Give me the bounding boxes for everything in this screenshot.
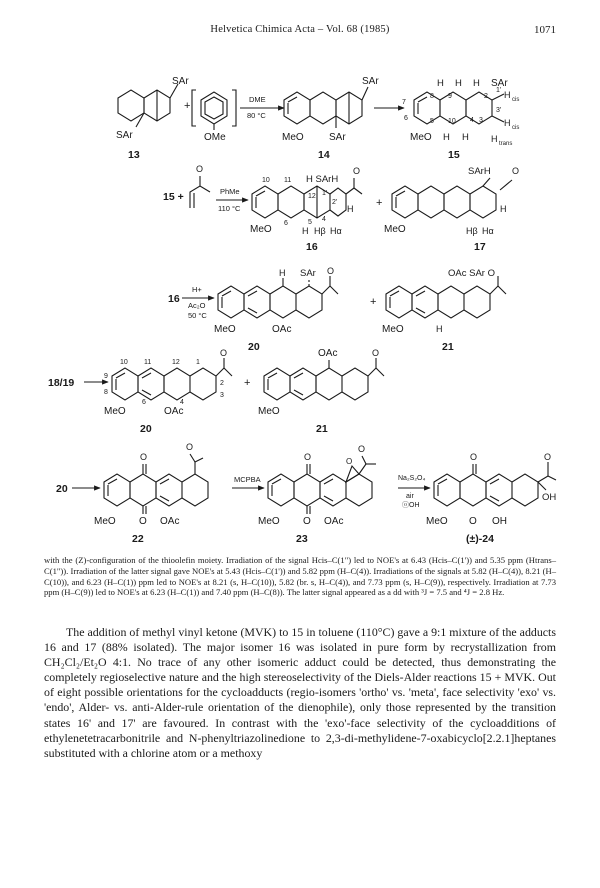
plus-sign: + [370, 296, 377, 308]
reagent-acid: H+ [192, 285, 202, 294]
o-label: O [327, 266, 335, 276]
figure-caption: with the (Z)-configuration of the thioolefin moiety. Irradiation of the signal Hcis–C(1") led to NOE's at 6.43 (Hcis–C(1')) and 5.35 ppm (Htrans–C(1")). Irradiation of the latter signal gave NOE's at 5.43 (Hcis–C(1')) and 5.82 ppm (H–C(4)). Irradiations of the signals at 5.82 (H–C(4)), 8.21 (H–C(10)), and 6.23 (H–C(1)) ppm led to NOE's at 8.21 (s, H–C(10)), 5.82 (br. s, H–C(4)), and 7.73 ppm (s, H–C(9)), respectively. Irradiation at 7.73 ppm (H–C(9)) led to NOE's at 6.23 (H–C(1)) and 7.40 ppm (H–C(8)). The latter signal appeared as a dd with ³J = 7.5 and ⁴J = 2.8 Hz. [44, 555, 556, 598]
sar-label: SAr [362, 76, 379, 87]
o-label: O [372, 348, 380, 358]
plus-sign: + [244, 377, 251, 389]
journal-title: Helvetica Chimica Acta – Vol. 68 (1985) [210, 24, 390, 35]
plus-sign: + [184, 100, 191, 112]
o-label: O [353, 166, 361, 176]
compound-label-20: 20 [140, 423, 152, 435]
running-header [44, 24, 556, 40]
locant-3p: 3' [496, 107, 502, 114]
sar-label: SAr [300, 268, 316, 279]
h-label: H [437, 78, 444, 89]
compound-label-23: 23 [296, 533, 308, 545]
o-label: O [303, 516, 311, 527]
compound-label-14: 14 [318, 149, 330, 161]
locant-2: 2 [484, 93, 488, 100]
reagent-ac2o: Ac₂O [188, 301, 206, 310]
o-label: O [186, 442, 194, 452]
meo-label: MeO [282, 132, 304, 143]
cis-subscript: cis [512, 125, 520, 131]
sar-label: SAr [329, 132, 346, 143]
body-text [44, 625, 556, 761]
locant-2p: 2' [332, 199, 338, 206]
meo-label: MeO [258, 406, 280, 417]
compound-21 [382, 268, 506, 353]
reagent-phme: PhMe [220, 187, 240, 196]
o-label: O [196, 164, 204, 174]
reagent-mcpba: MCPBA [234, 475, 261, 484]
compound-17 [384, 166, 519, 253]
oac-label: OAc [272, 324, 292, 335]
meo-label: MeO [104, 406, 126, 417]
compound-label-21: 21 [442, 341, 454, 353]
reagent-temp: 110 °C [218, 204, 241, 213]
compound-21-enol [258, 348, 384, 435]
o-label: O [470, 452, 478, 462]
o-label: O [512, 166, 520, 176]
meo-label: MeO [426, 516, 448, 527]
locant-6: 6 [284, 220, 288, 227]
o-label: O [544, 452, 552, 462]
o-label: O [140, 452, 148, 462]
locant-6: 6 [404, 115, 408, 122]
compound-15 [402, 78, 519, 161]
locant-12: 12 [308, 193, 316, 200]
h-label: H [473, 78, 480, 89]
oac-sar-o-label: OAc SAr O [448, 268, 495, 279]
locant-1p: 1' [322, 190, 328, 197]
reagent-temp: 50 °C [188, 311, 207, 320]
oac-label: OAc [164, 406, 184, 417]
h-beta-label: Hβ [314, 226, 326, 236]
sar-label: SAr [172, 76, 189, 87]
locant-4: 4 [322, 216, 326, 223]
compound-label-17: 17 [474, 241, 486, 253]
o-label: O [304, 452, 312, 462]
compound-label-16: 16 [306, 241, 318, 253]
compound-label-15: 15 [448, 149, 460, 161]
h-label: H [279, 268, 286, 278]
compound-label-22: 22 [132, 533, 144, 545]
compound-label-21: 21 [316, 423, 328, 435]
sarh-label: SArH [468, 166, 491, 177]
start-16: 16 [168, 293, 180, 305]
epoxide-o-label: O [346, 457, 353, 466]
h-trans-label: H [491, 134, 498, 144]
locant-8: 8 [430, 93, 434, 100]
sar-label: SAr [116, 130, 133, 141]
oh-label: OH [492, 516, 507, 527]
h-alpha-label: Hα [330, 226, 342, 236]
compound-20 [214, 266, 338, 353]
locant-11: 11 [144, 359, 152, 366]
locant-5: 5 [308, 219, 312, 226]
compound-label-20: 20 [248, 341, 260, 353]
h-label: H [455, 78, 462, 89]
h-label: H [347, 204, 354, 214]
locant-3: 3 [220, 392, 224, 399]
h-label: H [436, 324, 443, 334]
reagent-dithionite: Na₂S₂O₄ [398, 475, 426, 482]
locant-9: 9 [448, 93, 452, 100]
oh-label: OH [542, 492, 557, 503]
locant-2: 2 [220, 380, 224, 387]
locant-10: 10 [448, 118, 456, 125]
page-number: 1071 [534, 24, 556, 36]
locant-7: 7 [402, 99, 406, 106]
h-label: H [500, 204, 507, 214]
compound-22 [94, 442, 208, 545]
ome-label: OMe [204, 132, 226, 143]
reagent-temp: 80 °C [247, 111, 266, 120]
reaction-scheme [0, 40, 600, 550]
locant-10: 10 [262, 177, 270, 184]
h-label: H [462, 132, 469, 143]
meo-label: MeO [94, 516, 116, 527]
meo-label: MeO [214, 324, 236, 335]
o-label: O [139, 516, 147, 527]
meo-label: MeO [384, 224, 406, 235]
h-label: H [443, 132, 450, 143]
body-paragraph: The addition of methyl vinyl ketone (MVK) to 15 in toluene (110°C) gave a 9:1 mixture of the adducts 16 and 17 (88% isolated). The major isomer 16 was isolated in pure form by recrystallization from CH₂Cl₂/Et₂O 4:1. No trace of any other isomeric adduct could be detected, thus demonstrating the completely regioselective nature and the high stereoselectivity of the Diels-Alder reactions 15 + MVK. Out of eight possible orientations for the cycloadducts (regio-isomers 'ortho' vs. 'meta', face selectivity 'exo' vs. 'endo', Alder- vs. anti-Alder-rule orientation of the dienophile), only those represented by the transition states 16' and 17' are favoured. In contrast with the 'exo'-face selectivity of the cycloadditions of ethylenetetracarbonitrile and N-phenyltriazolinedione to 2,3-di-methylidene-7-oxabicyclo[2.2.1]heptanes substituted with a chlorine atom or a methoxy [44, 625, 556, 760]
o-label: O [358, 444, 366, 454]
benzyne-precursor [192, 90, 236, 143]
compound-13 [116, 76, 189, 161]
locant-1p: 1' [496, 87, 502, 94]
meo-label: MeO [258, 516, 280, 527]
o-label: O [220, 348, 228, 358]
reagent-hydroxide: ⓞOH [402, 502, 420, 509]
locant-10: 10 [120, 359, 128, 366]
compound-20-numbered [104, 348, 232, 435]
start-15: 15 + [163, 191, 184, 203]
meo-label: MeO [250, 224, 272, 235]
locant-9: 9 [104, 373, 108, 380]
locant-11: 11 [284, 177, 292, 184]
compound-label-13: 13 [128, 149, 140, 161]
h-cis-label: H [504, 90, 511, 100]
locant-3: 3 [479, 117, 483, 124]
meo-label: MeO [410, 132, 432, 143]
h-cis-label: H [504, 118, 511, 128]
oac-label: OAc [324, 516, 344, 527]
compound-16 [250, 166, 362, 253]
mvk [190, 164, 210, 208]
compound-label-24: (±)-24 [466, 533, 494, 545]
locant-5: 5 [430, 118, 434, 125]
locant-1: 1 [196, 359, 200, 366]
meo-label: MeO [382, 324, 404, 335]
start-18-19: 18/19 [48, 377, 75, 389]
compound-24 [426, 452, 556, 545]
plus-sign: + [376, 197, 383, 209]
cis-subscript: cis [512, 97, 520, 103]
h-label: H [302, 226, 309, 236]
trans-subscript: trans [499, 141, 513, 147]
h-beta-label: Hβ [466, 226, 478, 236]
h-alpha-label: Hα [482, 226, 494, 236]
locant-8: 8 [104, 389, 108, 396]
compound-23 [258, 444, 376, 545]
locant-4: 4 [180, 399, 184, 406]
start-20: 20 [56, 483, 68, 495]
locant-12: 12 [172, 359, 180, 366]
locant-6: 6 [142, 399, 146, 406]
oac-label: OAc [318, 348, 338, 359]
reagent-air: air [406, 493, 414, 500]
compound-14 [282, 76, 379, 161]
oac-label: OAc [160, 516, 180, 527]
reagent-dme: DME [249, 95, 266, 104]
sar-label: SAr [491, 78, 508, 89]
locant-4: 4 [470, 117, 474, 124]
o-label: O [469, 516, 477, 527]
h-sarh-label: H SArH [306, 174, 339, 185]
